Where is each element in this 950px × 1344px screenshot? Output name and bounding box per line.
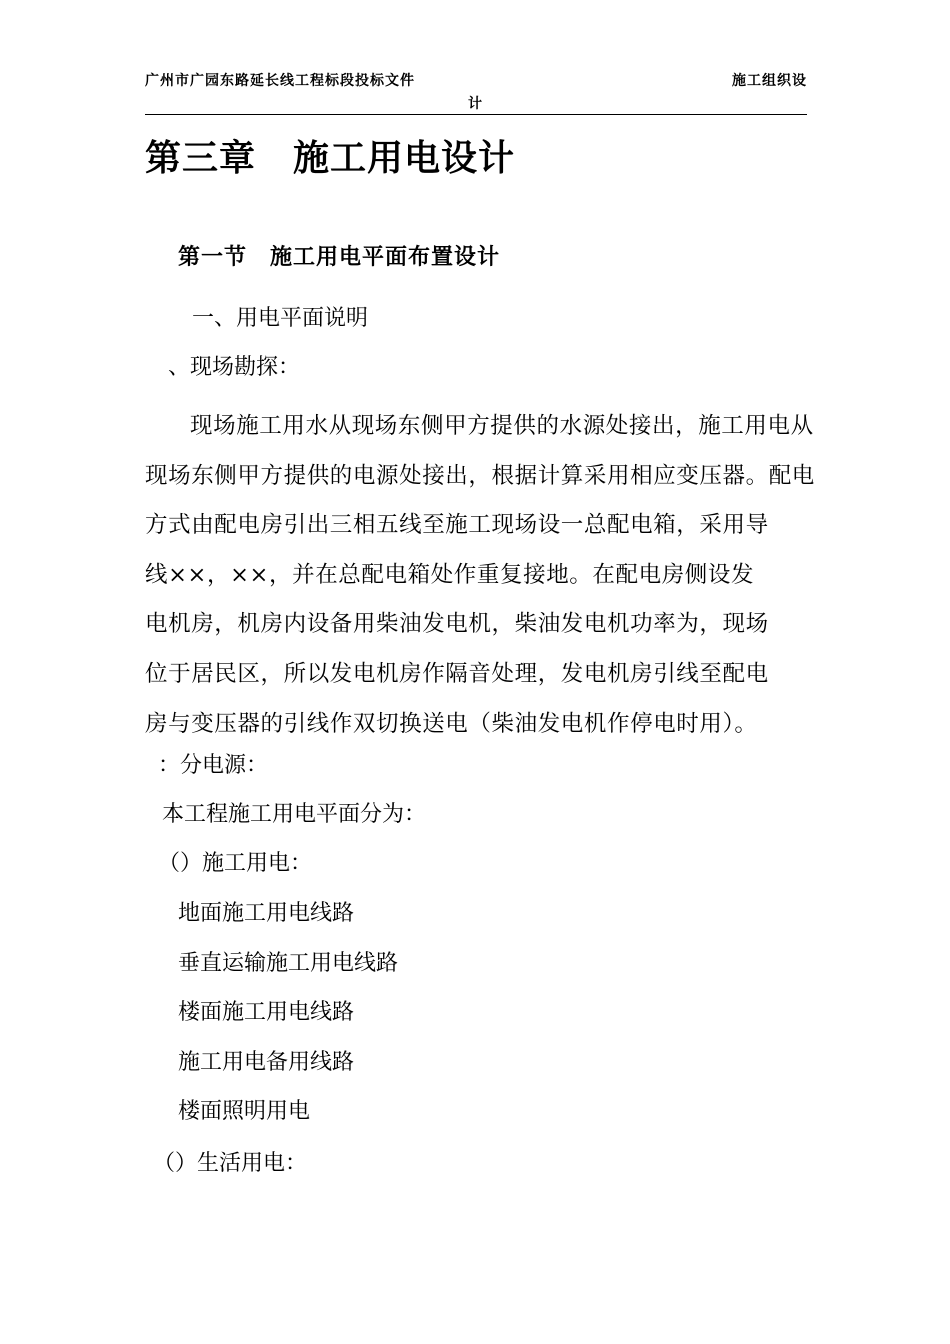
paragraph-line: 位于居民区，所以发电机房作隔音处理，发电机房引线至配电 xyxy=(145,660,769,687)
header-doc-type: 施工组织设 xyxy=(732,73,807,89)
paragraph-line: 房与变压器的引线作双切换送电（柴油发电机作停电时用）。 xyxy=(145,710,758,737)
section-title: 第一节 施工用电平面布置设计 xyxy=(178,245,501,270)
living-power-heading: （）生活用电： xyxy=(153,1151,308,1176)
list-item: 垂直运输施工用电线路 xyxy=(178,951,399,976)
paragraph-line: 电机房，机房内设备用柴油发电机，柴油发电机功率为，现场 xyxy=(145,611,769,638)
chapter-title: 第三章 施工用电设计 xyxy=(145,138,516,179)
header-doc-type-wrap: 计 xyxy=(468,96,483,112)
intro-line: 本工程施工用电平面分为： xyxy=(162,802,427,827)
paragraph-line: 现场东侧甲方提供的电源处接出，根据计算采用相应变压器。配电 xyxy=(145,462,815,489)
list-item: 地面施工用电线路 xyxy=(178,901,355,926)
site-survey-paragraph xyxy=(145,402,815,749)
construction-power-heading: （）施工用电： xyxy=(158,851,313,876)
header-project-title: 广州市广园东路延长线工程标段投标文件 xyxy=(145,73,415,89)
subheading-power-layout: 一、用电平面说明 xyxy=(192,306,369,331)
page-header xyxy=(145,68,807,115)
list-item: 施工用电备用线路 xyxy=(178,1050,355,1075)
item-sub-power: ：分电源： xyxy=(158,753,269,778)
list-item: 楼面照明用电 xyxy=(178,1099,311,1124)
item-site-survey: 、现场勘探： xyxy=(168,355,301,380)
paragraph-line: 现场施工用水从现场东侧甲方提供的水源处接出，施工用电从 xyxy=(190,413,814,439)
paragraph-line: 方式由配电房引出三相五线至施工现场设一总配电箱，采用导 xyxy=(145,512,769,539)
paragraph-line: 线××，××，并在总配电箱处作重复接地。在配电房侧设发 xyxy=(145,561,755,588)
list-item: 楼面施工用电线路 xyxy=(178,1000,355,1025)
